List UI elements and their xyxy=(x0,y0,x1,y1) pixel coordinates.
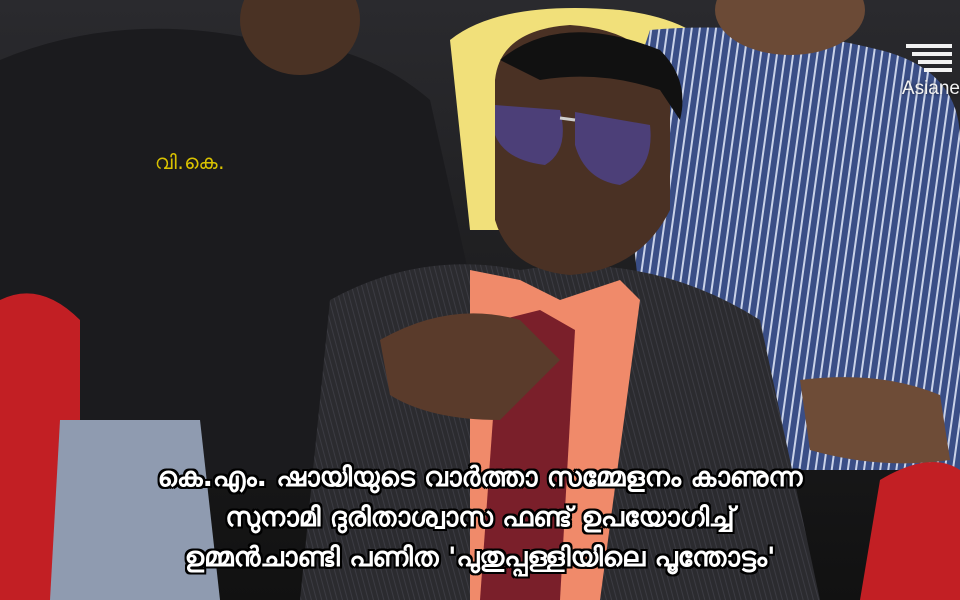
caption-line-2: സുനാമി ദുരിതാശ്വാസ ഫണ്ട് ഉപയോഗിച്ച് xyxy=(225,502,735,533)
channel-logo-text: Asiane xyxy=(901,78,960,99)
sunglasses-bridge xyxy=(560,118,575,120)
caption-line-3: ഉമ്മൻചാണ്ടി പണിത 'പുതുപ്പള്ളിയിലെ പൂന്തോട്ടം' xyxy=(184,542,776,573)
channel-logo-icon xyxy=(906,44,952,74)
meme-caption xyxy=(0,458,960,578)
caption-line-1: കെ.എം. ഷായിയുടെ വാർത്താ സമ്മേളനം കാണുന്ന xyxy=(157,462,803,493)
watermark-text: വി.കെ. xyxy=(155,150,225,174)
